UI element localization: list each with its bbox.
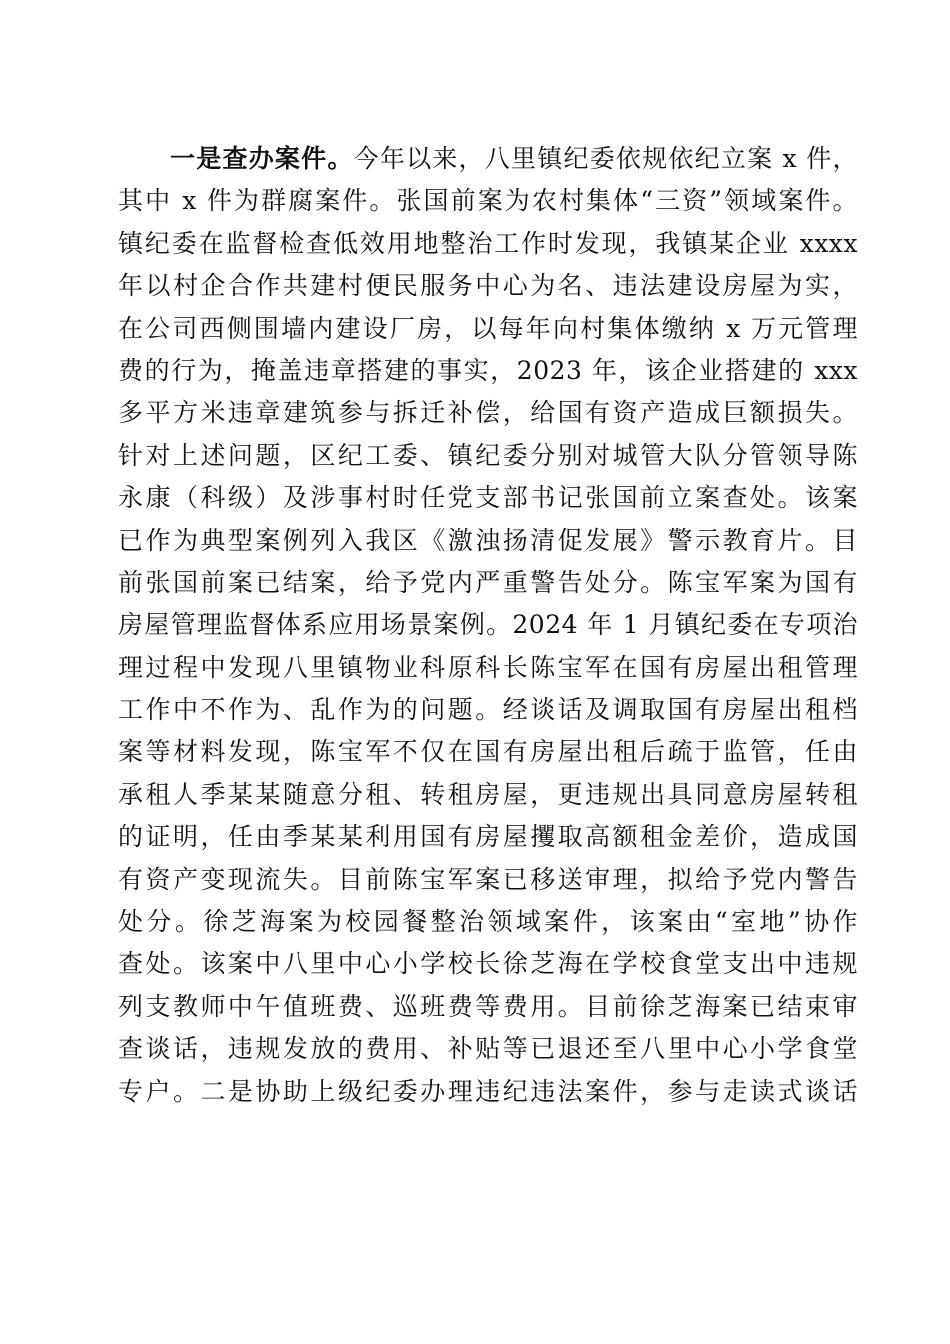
paragraph-line: 有资产变现流失。目前陈宝军案已移送审理，拟给予党内警告 bbox=[118, 864, 858, 894]
paragraph-line: 列支教师中午值班费、巡班费等费用。目前徐芝海案已结束审 bbox=[118, 991, 858, 1021]
paragraph-line: 房屋管理监督体系应用场景案例。2024 年 1 月镇纪委在专项治 bbox=[118, 610, 858, 640]
paragraph-line: 的证明，任由季某某利用国有房屋攫取高额租金差价，造成国 bbox=[118, 822, 858, 852]
paragraph-line: 在公司西侧围墙内建设厂房，以每年向村集体缴纳 x 万元管理 bbox=[118, 313, 858, 343]
paragraph-line: 年以村企合作共建村便民服务中心为名、违法建设房屋为实， bbox=[118, 271, 858, 301]
paragraph-line: 处分。徐芝海案为校园餐整治领域案件，该案由“室地”协作 bbox=[118, 907, 858, 937]
paragraph-line: 理过程中发现八里镇物业科原科长陈宝军在国有房屋出租管理 bbox=[118, 652, 858, 682]
line-text: 今年以来，八里镇纪委依规依纪立案 x 件， bbox=[353, 144, 858, 173]
paragraph-line: 查谈话，违规发放的费用、补贴等已退还至八里中心小学食堂 bbox=[118, 1034, 858, 1064]
paragraph-line: 案等材料发现，陈宝军不仅在国有房屋出租后疏于监管，任由 bbox=[118, 737, 858, 767]
paragraph-line: 其中 x 件为群腐案件。张国前案为农村集体“三资”领域案件。 bbox=[118, 186, 858, 216]
paragraph-line: 工作中不作为、乱作为的问题。经谈话及调取国有房屋出租档 bbox=[118, 695, 858, 725]
paragraph-line bbox=[118, 138, 858, 180]
paragraph-line: 查处。该案中八里中心小学校长徐芝海在学校食堂支出中违规 bbox=[118, 949, 858, 979]
paragraph-line: 专户。二是协助上级纪委办理违纪违法案件，参与走读式谈话 bbox=[118, 1076, 858, 1106]
body-paragraph bbox=[118, 138, 858, 1113]
paragraph-line: 镇纪委在监督检查低效用地整治工作时发现，我镇某企业 xxxx bbox=[118, 228, 858, 258]
paragraph-line: 永康（科级）及涉事村时任党支部书记张国前立案查处。该案 bbox=[118, 483, 858, 513]
paragraph-line: 针对上述问题，区纪工委、镇纪委分别对城管大队分管领导陈 bbox=[118, 440, 858, 470]
paragraph-line: 费的行为，掩盖违章搭建的事实，2023 年，该企业搭建的 xxx bbox=[118, 355, 858, 385]
paragraph-line: 已作为典型案例列入我区《激浊扬清促发展》警示教育片。目 bbox=[118, 525, 858, 555]
section-heading: 一是查办案件。 bbox=[170, 144, 354, 173]
paragraph-line: 承租人季某某随意分租、转租房屋，更违规出具同意房屋转租 bbox=[118, 779, 858, 809]
paragraph-line: 多平方米违章建筑参与拆迁补偿，给国有资产造成巨额损失。 bbox=[118, 398, 858, 428]
paragraph-line: 前张国前案已结案，给予党内严重警告处分。陈宝军案为国有 bbox=[118, 567, 858, 597]
